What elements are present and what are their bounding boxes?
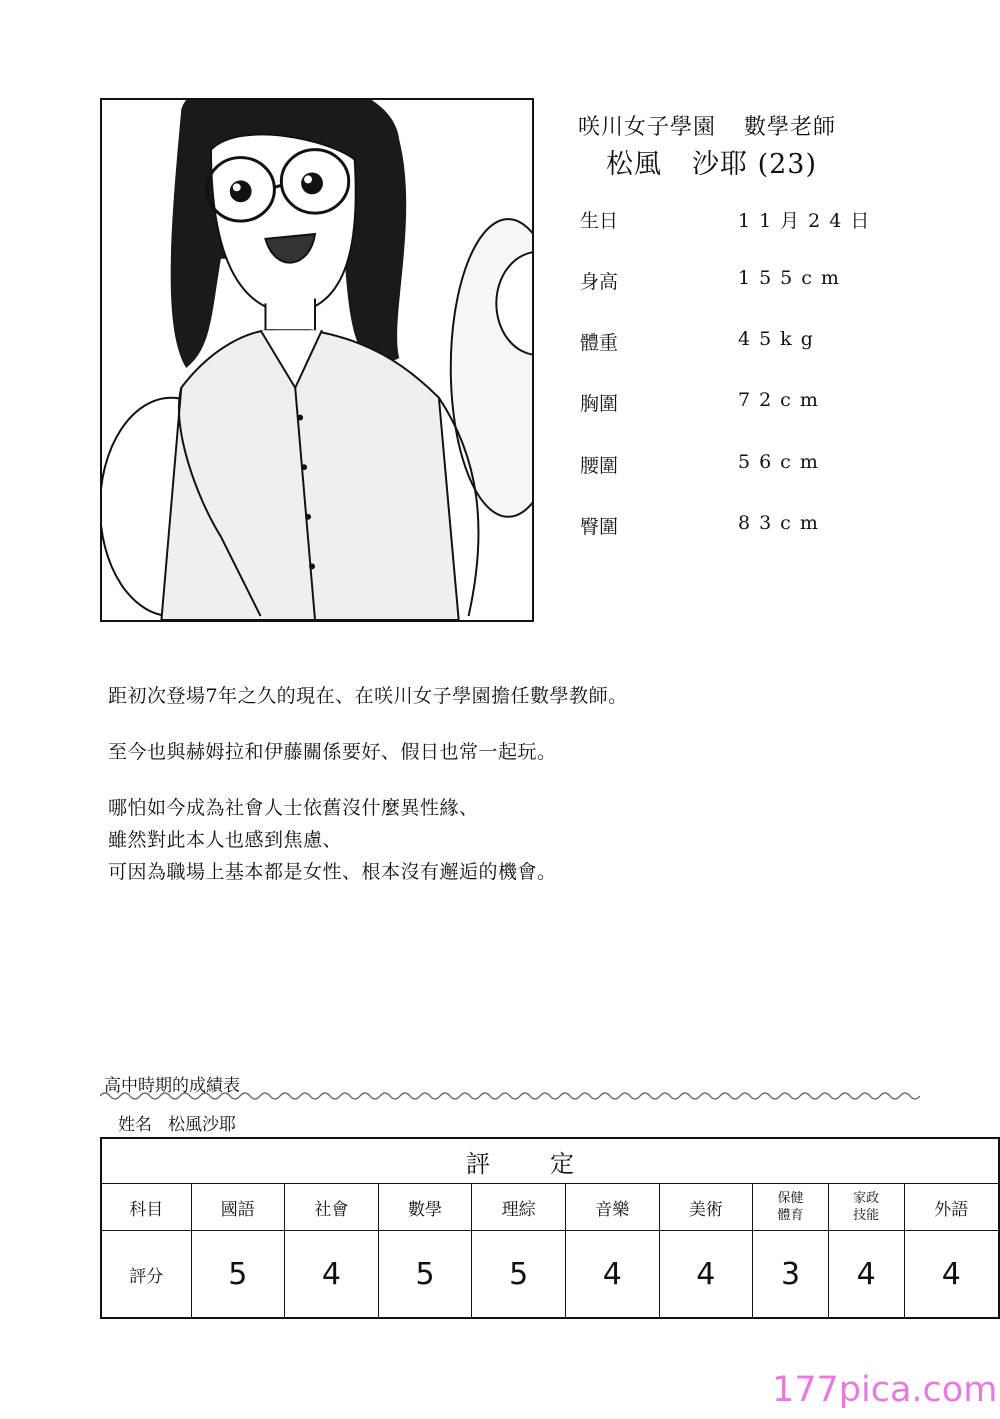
subject-text: 家政技能 (853, 1191, 880, 1223)
subject-cell: 外語 (904, 1184, 999, 1231)
subject-cell: 理綜 (472, 1184, 566, 1231)
subject-cell: 美術 (659, 1184, 753, 1231)
score-cell: 5 (191, 1231, 285, 1319)
wavy-divider (100, 1090, 920, 1102)
stat-value-birthday: 11月24日 (738, 210, 879, 232)
description-line-4: 雖然對此本人也感到焦慮、 (108, 829, 343, 851)
score-cell: 4 (904, 1231, 999, 1319)
subject-cell: 社會 (285, 1184, 379, 1231)
subject-cell (753, 1184, 829, 1231)
character-drawing (102, 100, 532, 620)
subject-label: 科目 (101, 1184, 191, 1231)
grades-table (100, 1137, 1000, 1319)
surname: 松風 (606, 149, 662, 180)
subject-cell: 數學 (378, 1184, 472, 1231)
score-cell: 5 (378, 1231, 472, 1319)
stat-value-weight: 45kg (738, 328, 822, 350)
site-watermark: 177pica.com (772, 1370, 998, 1410)
grades-header: 評定 (101, 1138, 999, 1184)
score-cell: 4 (285, 1231, 379, 1319)
stat-label-height: 身高 (580, 271, 619, 293)
description-line-3: 哪怕如今成為社會人士依舊沒什麼異性緣、 (108, 797, 479, 819)
school-name: 咲川女子學園 (578, 115, 717, 140)
stat-value-hips: 83cm (738, 512, 827, 534)
stat-label-bust: 胸圍 (580, 393, 619, 415)
character-name (606, 142, 817, 181)
stat-value-waist: 56cm (738, 451, 827, 473)
transcript-title: 高中時期的成績表 (104, 1076, 240, 1096)
score-cell: 4 (828, 1231, 904, 1319)
description-line-2: 至今也與赫姆拉和伊藤關係要好、假日也常一起玩。 (108, 741, 557, 763)
stat-label-weight: 體重 (580, 332, 619, 354)
subject-text: 保健體育 (777, 1191, 804, 1223)
name-label: 姓名 (118, 1115, 152, 1135)
school-role-line (578, 110, 836, 141)
score-cell: 4 (565, 1231, 659, 1319)
subject-cell: 音樂 (565, 1184, 659, 1231)
role: 數學老師 (744, 115, 837, 140)
stat-label-birthday: 生日 (580, 210, 619, 232)
transcript-name-row (118, 1110, 236, 1135)
stat-label-hips: 臀圍 (580, 516, 619, 538)
description-line-1: 距初次登場7年之久的現在、在咲川女子學園擔任數學教師。 (108, 685, 628, 707)
score-cell: 5 (472, 1231, 566, 1319)
subject-cell: 國語 (191, 1184, 285, 1231)
given-name-age: 沙耶 (23) (692, 149, 818, 180)
scores-row (101, 1231, 999, 1319)
character-illustration (100, 98, 534, 622)
subject-cell (828, 1184, 904, 1231)
score-cell: 4 (659, 1231, 753, 1319)
grades-header-row (101, 1138, 999, 1184)
description-line-5: 可因為職場上基本都是女性、根本沒有邂逅的機會。 (108, 861, 557, 883)
stat-value-height: 155cm (738, 267, 848, 289)
stat-value-bust: 72cm (738, 389, 827, 411)
score-label: 評分 (101, 1231, 191, 1319)
stat-label-waist: 腰圍 (580, 455, 619, 477)
name-value: 松風沙耶 (168, 1115, 236, 1135)
subjects-row (101, 1184, 999, 1231)
score-cell: 3 (753, 1231, 829, 1319)
